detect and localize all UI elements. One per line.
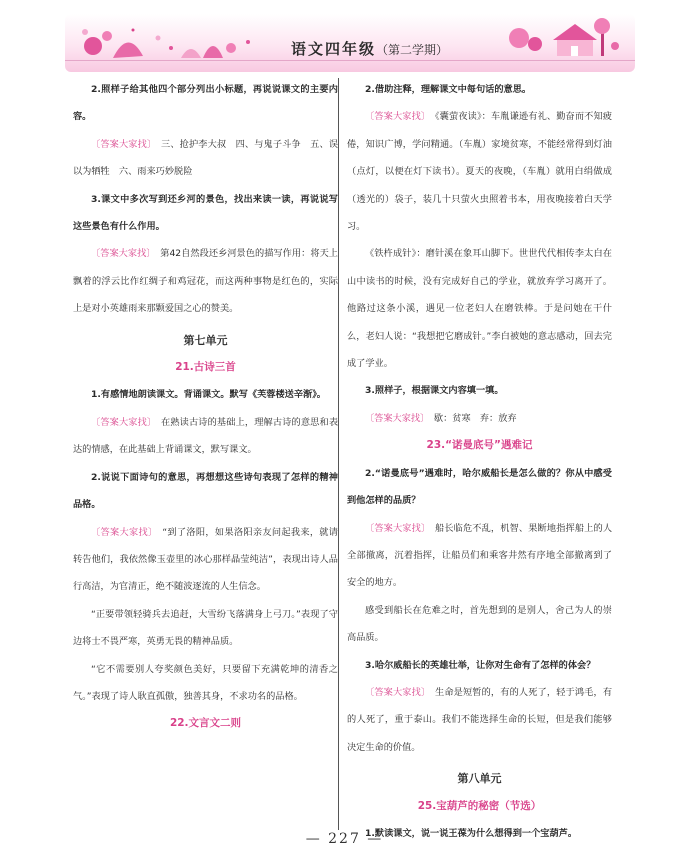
header-subtitle: （第二学期） [376,43,449,57]
column-divider [338,78,339,830]
answer-label: 〔答案大家找〕 [91,138,152,150]
answer-label: 〔答案大家找〕 [365,412,425,424]
answer-label: 〔答案大家找〕 [365,111,426,123]
exercise-question: 3.哈尔威船长的英雄壮举，让你对生命有了怎样的体会？ [365,659,596,671]
lesson-title: 21.古诗三首 [175,361,236,374]
exercise-question: 3.课文中多次写到还乡河的景色，找出来读一读，再说说写这些景色有什么作用。 [73,193,338,233]
exercise-question: 2.“诺曼底号”遇难时，哈尔威船长是怎么做的？你从中感受到他怎样的品质？ [347,467,612,507]
answer-text: 生命是短暂的，有的人死了，轻于鸿毛，有的人死了，重于泰山。我们不能选择生命的长短，但是我们能够决定生命的价值。 [347,686,613,753]
answer-label: 〔答案大家找〕 [365,522,426,534]
body-paragraph: “正要带领轻骑兵去追赶，大雪纷飞落满身上弓刀。”表现了守边将士不畏严寒，英勇无畏的精神品质。 [73,608,338,648]
header-title-text: 语文四年级 [291,40,377,58]
page-number: — 227 — [305,831,384,847]
answer-paragraph [347,515,612,597]
answer-paragraph [347,103,612,240]
answer-paragraph [347,405,612,432]
answer-paragraph [73,131,338,186]
body-paragraph: 感受到船长在危难之时，首先想到的是别人，舍己为人的崇高品质。 [347,604,612,644]
answer-text: 歇：贫寒 弃：放弃 [424,412,517,424]
header-rule [65,60,635,61]
floral-decoration [73,18,283,62]
answer-text: “到了洛阳，如果洛阳亲友问起我来，就请转告他们，我依然像玉壶里的冰心那样晶莹纯洁”，表现出诗人品行高洁，为官清正，绝不随波逐流的人生信念。 [73,526,338,593]
exercise-question: 2.照样子给其他四个部分列出小标题，再说说课文的主要内容。 [73,84,338,123]
answer-text: 三、抢护李大叔 四、与鬼子斗争 五、误以为牺牲 六、雨来巧妙脱险 [73,138,339,178]
answer-text: 《囊萤夜读》：车胤谦逊有礼、勤奋而不知疲倦，知识广博，学问精通。（车胤）家境贫寒，不能经常得到灯油（点灯，以便在灯下读书）。夏天的夜晚，（车胤）就用白绢做成（透光的）袋子，装几十只萤火虫照着书本，用夜晚接着白天学习。 [347,111,612,233]
answer-label: 〔答案大家找〕 [91,248,151,260]
unit-heading: 第七单元 [183,333,228,347]
lesson-title: 25.宝葫芦的秘密（节选） [417,799,542,812]
left-column [73,76,338,738]
page-header [65,14,635,72]
answer-label: 〔答案大家找〕 [91,526,153,538]
house-decoration [499,16,629,62]
lesson-title: 22.文言文二则 [169,717,242,730]
answer-paragraph [347,679,612,761]
answer-paragraph [73,519,338,601]
right-column [347,76,612,847]
exercise-question: 2.借助注释，理解课文中每句话的意思。 [365,84,532,95]
unit-heading: 第八单元 [457,772,502,786]
exercise-question: 3.照样子，根据课文内容填一填。 [365,385,504,397]
body-paragraph: 《铁杵成针》：磨针溪在象耳山脚下。世世代代相传李太白在山中读书的时候，没有完成好自己的学业，就放弃学习离开了。他路过这条小溪，遇见一位老妇人在磨铁棒。于是问她在干什么，老妇人说：“我想把它磨成针。”李白被她的意志感动，回去完成了学业。 [347,248,612,370]
body-paragraph: “它不需要别人夸奖颜色美好，只要留下充满乾坤的清香之气。”表现了诗人耿直孤傲，独善其身，不求功名的品格。 [73,663,338,702]
answer-label: 〔答案大家找〕 [91,416,152,428]
exercise-question: 1.默读课文，说一说王葆为什么想得到一个宝葫芦。 [365,827,578,839]
answer-label: 〔答案大家找〕 [365,686,426,698]
lesson-title: 23.“诺曼底号”遇难记 [426,439,533,452]
answer-text: 船长临危不乱，机智、果断地指挥船上的人全部撤离，沉着指挥，让船员们和乘客井然有序地全部撤离到了安全的地方。 [347,522,613,589]
answer-paragraph [73,409,338,464]
answer-text: 在熟读古诗的基础上，理解古诗的意思和表达的情感，在此基础上背诵课文，默写课文。 [73,416,339,456]
exercise-question: 1.有感情地朗读课文。背诵课文。默写《芙蓉楼送辛渐》。 [91,389,326,401]
answer-text: 第42自然段还乡河景色的描写作用：将天上飘着的浮云比作红绸子和鸡冠花，而这两种事物是红色的，实际上是对小英雄雨来那颗爱国之心的赞美。 [73,248,338,315]
header-title [291,38,448,59]
answer-paragraph [73,240,338,322]
exercise-question: 2.说说下面诗句的意思，再想想这些诗句表现了怎样的精神品格。 [73,471,338,511]
